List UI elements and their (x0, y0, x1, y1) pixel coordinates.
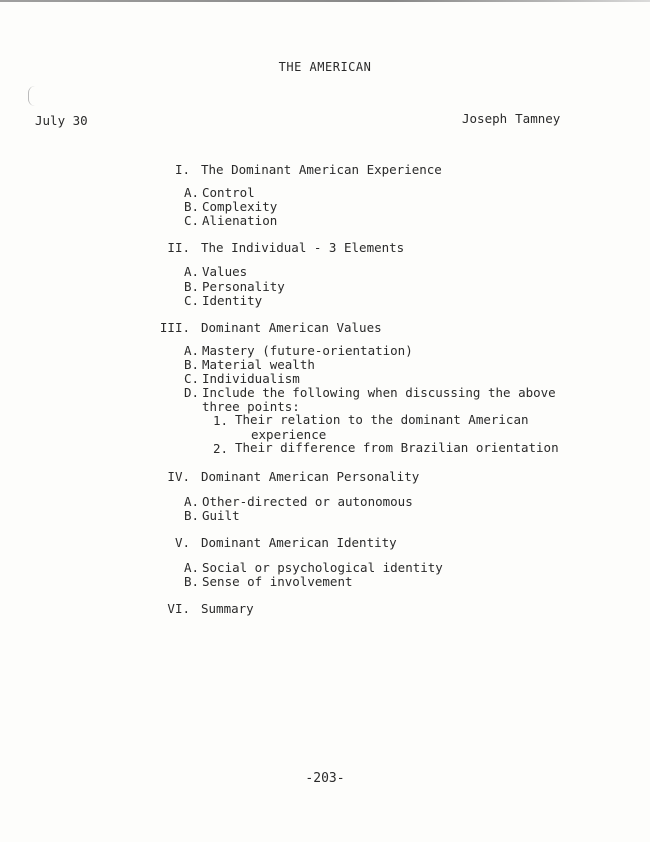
outline-item (0, 371, 650, 386)
author-first-name: Joseph (462, 111, 508, 126)
item-letter: B. (184, 574, 200, 589)
item-text: Material wealth (202, 357, 315, 372)
section-title: Dominant American Identity (201, 535, 397, 550)
item-text: Complexity (202, 199, 278, 214)
outline-item (0, 199, 650, 214)
outline-item (0, 213, 650, 228)
page-top-edge (0, 0, 650, 2)
section-numeral: I. (174, 162, 190, 177)
item-letter: A. (184, 560, 200, 575)
item-text: Personality (202, 279, 285, 294)
item-continuation-text: three points: (202, 399, 300, 414)
item-text: Individualism (202, 371, 300, 386)
outline-item (0, 264, 650, 279)
section-numeral: III. (159, 320, 190, 335)
item-letter: B. (184, 508, 200, 523)
subitem-text: Their relation to the dominant American (235, 412, 529, 427)
item-text: Values (202, 264, 248, 279)
item-letter: B. (184, 357, 200, 372)
subitem-text: Their difference from Brazilian orientation (235, 440, 559, 455)
section-numeral: II. (167, 240, 190, 255)
item-text: Alienation (202, 213, 278, 228)
item-letter: D. (184, 385, 200, 400)
outline-item (0, 574, 650, 589)
outline-item (0, 385, 650, 400)
subitem-number: 2. (213, 441, 229, 456)
item-text: Sense of involvement (202, 574, 353, 589)
item-text: Identity (202, 293, 263, 308)
outline-item (0, 279, 650, 294)
outline-item (0, 343, 650, 358)
outline-item (0, 494, 650, 509)
outline-item (0, 293, 650, 308)
section-numeral: V. (174, 535, 190, 550)
document-author (462, 111, 560, 126)
item-letter: A. (184, 264, 200, 279)
section-title: Dominant American Personality (201, 469, 420, 484)
subitem-number: 1. (213, 413, 229, 428)
item-letter: C. (184, 293, 200, 308)
page-number: -203- (305, 771, 345, 786)
item-text: Control (202, 185, 255, 200)
outline-item (0, 357, 650, 372)
item-text: Mastery (future-orientation) (202, 343, 413, 358)
document-title: THE AMERICAN (278, 60, 372, 74)
item-letter: C. (184, 213, 200, 228)
document-date: July 30 (35, 113, 88, 128)
item-text: Social or psychological identity (202, 560, 443, 575)
subitem-continuation-text: experience (251, 427, 327, 442)
outline-item (0, 508, 650, 523)
item-text: Guilt (202, 508, 240, 523)
section-title: Summary (201, 601, 254, 616)
item-letter: A. (184, 494, 200, 509)
section-numeral: IV. (167, 469, 190, 484)
outline-item (0, 185, 650, 200)
section-title: Dominant American Values (201, 320, 382, 335)
section-numeral: VI. (167, 601, 190, 616)
item-letter: A. (184, 343, 200, 358)
author-last-name: Tamney (515, 111, 561, 126)
item-text: Include the following when discussing the above (202, 385, 556, 400)
outline-subitem (0, 413, 650, 428)
section-title: The Dominant American Experience (201, 162, 442, 177)
item-letter: A. (184, 185, 200, 200)
item-letter: B. (184, 279, 200, 294)
margin-mark (28, 86, 35, 106)
item-letter: C. (184, 371, 200, 386)
outline-subitem (0, 441, 650, 456)
section-title: The Individual - 3 Elements (201, 240, 405, 255)
item-letter: B. (184, 199, 200, 214)
outline-item (0, 560, 650, 575)
item-text: Other-directed or autonomous (202, 494, 413, 509)
